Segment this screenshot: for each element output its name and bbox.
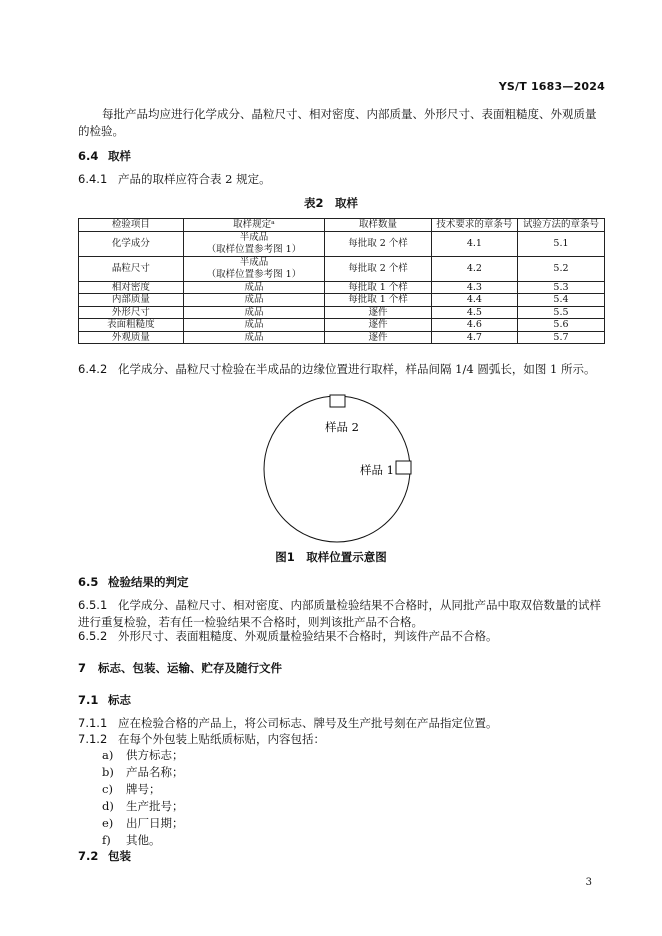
list-text: 出厂日期； bbox=[126, 816, 184, 830]
clause-number: 6.4.2 bbox=[78, 362, 108, 376]
list-label: b) bbox=[102, 765, 114, 779]
cell-rule: 成品 bbox=[183, 331, 324, 344]
page-number: 3 bbox=[585, 877, 592, 888]
sample-2-label: 样品 2 bbox=[325, 420, 359, 434]
clause-text: 化学成分、晶粒尺寸检验在半成品的边缘位置进行取样，样品间隔 1/4 圆弧长，如图 1 所示。 bbox=[118, 362, 596, 376]
cell-qty: 每批取 2 个样 bbox=[325, 256, 432, 281]
cell-req: 4.7 bbox=[431, 331, 517, 344]
sampling-position-figure bbox=[262, 394, 412, 544]
heading-number: 7.2 bbox=[78, 849, 99, 863]
list-item bbox=[102, 798, 184, 815]
clause-7-1-1 bbox=[78, 715, 606, 732]
cell-method: 5.7 bbox=[517, 331, 604, 344]
heading-title: 检验结果的判定 bbox=[108, 575, 189, 589]
list-item bbox=[102, 747, 184, 764]
heading-number: 6.4 bbox=[78, 149, 99, 163]
list-text: 产品名称； bbox=[126, 765, 184, 779]
cell-rule: 成品 bbox=[183, 294, 324, 307]
heading-title: 取样 bbox=[108, 149, 131, 163]
clause-text: 在每个外包装上贴纸质标贴，内容包括： bbox=[118, 732, 325, 746]
cell-req: 4.2 bbox=[431, 256, 517, 281]
list-text: 其他。 bbox=[126, 833, 161, 847]
clause-number: 6.4.1 bbox=[78, 172, 108, 186]
cell-item: 外观质量 bbox=[79, 331, 184, 344]
table-row bbox=[79, 331, 605, 344]
cell-qty: 逐件 bbox=[325, 306, 432, 319]
list-label: f) bbox=[102, 833, 111, 847]
cell-rule bbox=[183, 231, 324, 256]
heading-7-1 bbox=[78, 692, 131, 708]
rule-line-2: （取样位置参考图 1） bbox=[206, 268, 302, 280]
standard-code: YS/T 1683—2024 bbox=[498, 80, 605, 93]
heading-number: 6.5 bbox=[78, 575, 99, 589]
cell-method: 5.4 bbox=[517, 294, 604, 307]
table-row bbox=[79, 281, 605, 294]
cell-method: 5.5 bbox=[517, 306, 604, 319]
label-content-list bbox=[102, 747, 184, 849]
rule-line-1: 半成品 bbox=[239, 257, 269, 268]
clause-number: 7.1.1 bbox=[78, 716, 108, 730]
header-cell: 检验项目 bbox=[79, 219, 184, 232]
cell-req: 4.4 bbox=[431, 294, 517, 307]
table-row bbox=[79, 231, 605, 256]
cell-qty: 每批取 1 个样 bbox=[325, 294, 432, 307]
list-text: 生产批号； bbox=[126, 799, 184, 813]
clause-text: 产品的取样应符合表 2 规定。 bbox=[118, 172, 271, 186]
cell-qty: 逐件 bbox=[325, 331, 432, 344]
rule-line-2: （取样位置参考图 1） bbox=[206, 243, 302, 255]
heading-number: 7 bbox=[78, 661, 87, 675]
clause-text: 外形尺寸、表面粗糙度、外观质量检验结果不合格时，判该件产品不合格。 bbox=[118, 629, 498, 643]
cell-item: 晶粒尺寸 bbox=[79, 256, 184, 281]
cell-item: 表面粗糙度 bbox=[79, 319, 184, 332]
clause-number: 6.5.1 bbox=[78, 598, 108, 612]
heading-7-2 bbox=[78, 848, 131, 864]
clause-6-4-2 bbox=[78, 361, 606, 378]
cell-qty: 每批取 1 个样 bbox=[325, 281, 432, 294]
clause-number: 6.5.2 bbox=[78, 629, 108, 643]
heading-6-4 bbox=[78, 148, 131, 164]
cell-rule: 成品 bbox=[183, 306, 324, 319]
cell-qty: 逐件 bbox=[325, 319, 432, 332]
heading-number: 7.1 bbox=[78, 693, 99, 707]
sample-2-marker bbox=[330, 395, 345, 407]
header-cell: 取样规定ᵃ bbox=[183, 219, 324, 232]
cell-item: 相对密度 bbox=[79, 281, 184, 294]
table-header-row bbox=[79, 219, 605, 232]
cell-qty: 每批取 2 个样 bbox=[325, 231, 432, 256]
cell-item: 化学成分 bbox=[79, 231, 184, 256]
clause-text: 化学成分、晶粒尺寸、相对密度、内部质量检验结果不合格时，从同批产品中取双倍数量的试样进行重复检验，若有任一检验结果不合格时，则判该批产品不合格。 bbox=[78, 598, 601, 629]
list-item bbox=[102, 764, 184, 781]
list-text: 供方标志； bbox=[126, 748, 184, 762]
heading-title: 标志 bbox=[108, 693, 131, 707]
table-row bbox=[79, 306, 605, 319]
cell-method: 5.1 bbox=[517, 231, 604, 256]
cell-rule bbox=[183, 256, 324, 281]
list-item bbox=[102, 832, 184, 849]
heading-title: 标志、包装、运输、贮存及随行文件 bbox=[98, 661, 282, 675]
header-cell: 取样数量 bbox=[325, 219, 432, 232]
cell-item: 外形尺寸 bbox=[79, 306, 184, 319]
list-label: a) bbox=[102, 748, 114, 762]
cell-req: 4.1 bbox=[431, 231, 517, 256]
table-2-title: 表2 取样 bbox=[303, 196, 358, 210]
cell-method: 5.3 bbox=[517, 281, 604, 294]
heading-title: 包装 bbox=[108, 849, 131, 863]
sampling-table bbox=[78, 218, 605, 344]
intro-paragraph: 每批产品均应进行化学成分、晶粒尺寸、相对密度、内部质量、外形尺寸、表面粗糙度、外观质量的检验。 bbox=[78, 107, 597, 138]
heading-7 bbox=[78, 660, 282, 676]
cell-req: 4.3 bbox=[431, 281, 517, 294]
cell-rule: 成品 bbox=[183, 281, 324, 294]
sample-1-marker bbox=[396, 461, 411, 474]
table-row bbox=[79, 294, 605, 307]
cell-req: 4.5 bbox=[431, 306, 517, 319]
cell-method: 5.6 bbox=[517, 319, 604, 332]
clause-6-4-1 bbox=[78, 171, 606, 188]
table-row bbox=[79, 256, 605, 281]
list-text: 牌号； bbox=[126, 782, 161, 796]
clause-number: 7.1.2 bbox=[78, 732, 108, 746]
list-label: e) bbox=[102, 816, 114, 830]
list-item bbox=[102, 781, 184, 798]
clause-7-1-2 bbox=[78, 731, 606, 748]
list-label: c) bbox=[102, 782, 113, 796]
cell-item: 内部质量 bbox=[79, 294, 184, 307]
header-cell: 试验方法的章条号 bbox=[517, 219, 604, 232]
cell-method: 5.2 bbox=[517, 256, 604, 281]
clause-text: 应在检验合格的产品上，将公司标志、牌号及生产批号刻在产品指定位置。 bbox=[118, 716, 498, 730]
figure-1-caption: 图1 取样位置示意图 bbox=[275, 550, 387, 564]
header-cell: 技术要求的章条号 bbox=[431, 219, 517, 232]
sample-1-label: 样品 1 bbox=[360, 463, 394, 477]
table-row bbox=[79, 319, 605, 332]
list-label: d) bbox=[102, 799, 114, 813]
cell-rule: 成品 bbox=[183, 319, 324, 332]
clause-6-5-1 bbox=[78, 597, 606, 631]
cell-req: 4.6 bbox=[431, 319, 517, 332]
heading-6-5 bbox=[78, 574, 189, 590]
clause-6-5-2 bbox=[78, 628, 606, 645]
rule-line-1: 半成品 bbox=[239, 232, 269, 243]
list-item bbox=[102, 815, 184, 832]
